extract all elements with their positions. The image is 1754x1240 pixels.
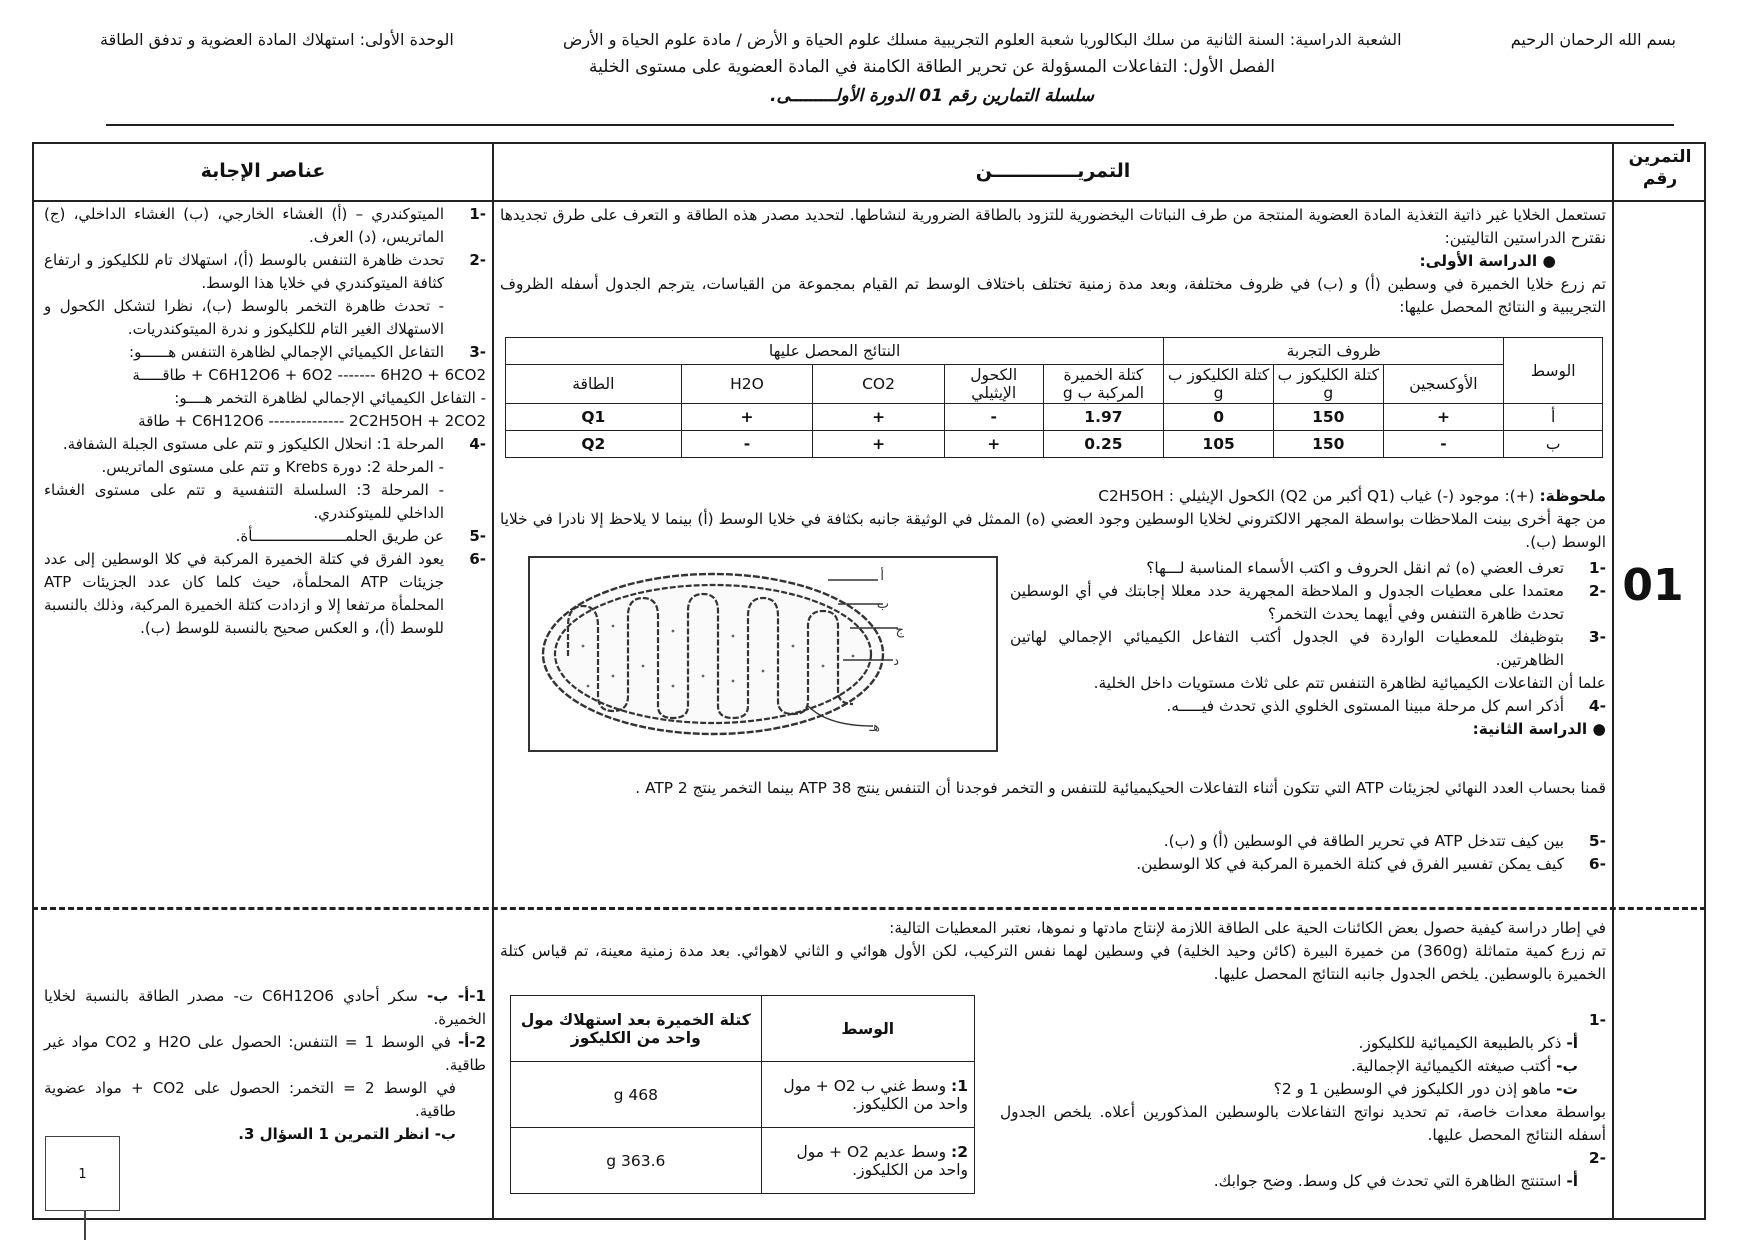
column-header-answers: عناصر الإجابة [200, 160, 326, 182]
answer-4c: - المرحلة 3: السلسلة التنفسية و تتم على مستوى الغشاء الداخلي للميتوكندري. [44, 481, 444, 522]
answer-3: -3 التفاعل الكيميائي الإجمالي لظاهرة التنفس هــــــو: [129, 343, 486, 361]
ex1-question-4: -4 أذكر اسم كل مرحلة مبينا المستوى الخلوي الذي تحدث فيـــــه. [1166, 697, 1606, 715]
table-header: الأوكسجين [1383, 365, 1504, 404]
table-header: كتلة الكليكوز ب g [1273, 365, 1383, 404]
ex1-question-6: -6 كيف يمكن تفسير الفرق في كتلة الخميرة المركبة في كلا الوسطين. [1136, 855, 1606, 873]
answer-2b: - تحدث ظاهرة التخمر بالوسط (ب)، نظرا لتشكل الكحول و الاستهلاك الغير التام للكليكوز و ندرة الميتوكندريات. [44, 297, 444, 338]
exercise-separator [32, 907, 1706, 910]
ex1-question-2: -2 معتمدا على معطيات الجدول و الملاحظة المجهرية حدد معللا إجابتك في أي الوسطين تحدث ظاهرة التنفس وفي أيهما يحدث التخمر؟ [1010, 582, 1606, 623]
table-header: الطاقة [506, 365, 682, 404]
header-branch: الشعبة الدراسية: السنة الثانية من سلك البكالوريا شعبة العلوم التجريبية مسلك علوم الحياة و الأرض / مادة علوم الحياة و الأرض [562, 30, 1402, 49]
ex1-questions-56 [1010, 830, 1606, 876]
page-number-tick [84, 1211, 86, 1240]
ex2-question-d: أ- استنتج الظاهرة التي تحدث في كل وسط. وضح جوابك. [1213, 1172, 1578, 1190]
ex1-questions-block [1010, 557, 1606, 741]
ex2-answer-1: 1-أ- ب- سكر أحادي C6H12O6 ت- مصدر الطاقة بالنسبة لخلايا الخميرة. [44, 987, 486, 1028]
header-row-divider [32, 200, 1706, 202]
ex2-answer-4: ب- انظر التمرين 1 السؤال 3. [238, 1125, 456, 1143]
diagram-label: ج [895, 623, 904, 638]
diagram-label: د [893, 654, 899, 669]
ex1-question-1: -1 تعرف العضي (ه) ثم انقل الحروف و اكتب الأسماء المناسبة لـــها؟ [1146, 559, 1606, 577]
ex2-answer-2: 2-أ- في الوسط 1 = التنفس: الحصول على H2O و CO2 مواد غير طاقية. [44, 1033, 486, 1074]
column-header-number: التمرين رقم [1628, 147, 1692, 189]
ex2-question-b: ب- أكتب صيغته الكيميائية الإجمالية. [1351, 1057, 1578, 1075]
ex1-knowledge: علما أن التفاعلات الكيميائية لظاهرة التنفس تتم على ثلاث مستويات داخل الخلية. [1093, 674, 1606, 692]
table-header: الوسط [761, 996, 974, 1062]
table-group-header: ظروف التجربة [1164, 338, 1504, 365]
table-header: H2O [681, 365, 813, 404]
series-title: سلسلة التمارين رقم 01 الدورة الأولـــــــــى. [769, 86, 1095, 106]
table-row: أ + 150 0 1.97 - + + Q1 [506, 404, 1603, 431]
ex1-study1-text: تم زرع خلايا الخميرة في وسطين (أ) و (ب) في ظروف مختلفة، وبعد مدة زمنية تختلف باختلاف الوسط تم القيام بمجموعة من القياسات، يترجم الجدول أسفله الظروف التجريبية و النتائج المحصل عليها: [500, 275, 1606, 316]
table-header: الكحول الإيثيلي [944, 365, 1043, 404]
ex1-results-table [505, 337, 1603, 458]
ex2-mid-text: بواسطة معدات خاصة، تم تحديد نواتج التفاعلات بالوسطين المذكورين أعلاه. يلخص الجدول أسفله النتائج المحصل عليها. [1000, 1103, 1606, 1144]
ex2-questions-block [1000, 1009, 1606, 1193]
ex2-question-number: -2 [1588, 1149, 1606, 1167]
ex2-intro: في إطار دراسة كيفية حصول بعض الكائنات الحية على الطاقة اللازمة لإنتاج مادتها و نموها، نعتبر المعطيات التالية: [889, 919, 1606, 937]
table-header: الوسط [1504, 338, 1603, 404]
answer-2: -2 تحدث ظاهرة التنفس بالوسط (أ)، استهلاك تام للكليكوز و ارتفاع كثافة الميتوكندري في خلايا هذا الوسط. [44, 251, 486, 292]
table-header: كتلة الكليكوز ب g [1164, 365, 1274, 404]
ex1-question-3: -3 بتوظيفك للمعطيات الواردة في الجدول أكتب التفاعل الكيميائي الإجمالي لهاتين الظاهرتين. [1010, 628, 1606, 669]
ex1-study2-title: ● الدراسة الثانية: [1472, 720, 1606, 738]
page-number-box: 1 [45, 1136, 120, 1211]
ex1-intro: تستعمل الخلايا غير ذاتية التغذية المادة العضوية المنتجة من طرف النباتات اليخضورية للتزود بالطاقة الضرورية لنشاطها. لتحديد مصدر هذه الطاقة و التعرف على طرق تجديدها نقترح الدراستين التاليتين: [500, 206, 1606, 247]
ex1-observation: من جهة أخرى بينت الملاحظات بواسطة المجهر الالكتروني لخلايا الوسطين وجود العضي (ه) الممثل في الوثيقة جانبه بكثافة في خلايا الوسط (أ) بينما لا يلاحظ إلا نادرا في خلايا الوسط (ب). [500, 510, 1606, 551]
fermentation-equation: C6H12O6 -------------- 2C2H5OH + 2CO2 + طاقة [138, 412, 486, 430]
diagram-label: هـ [869, 720, 880, 735]
table-header: CO2 [813, 365, 945, 404]
table-header: كتلة الخميرة المركبة ب g [1043, 365, 1164, 404]
ex2-question-a: أ- ذكر بالطبيعة الكيميائية للكليكوز. [1358, 1034, 1578, 1052]
ex2-question-c: ت- ماهو إذن دور الكليكوز في الوسطين 1 و 2؟ [1273, 1080, 1578, 1098]
ex1-answers-block [44, 203, 486, 640]
header-chapter: الفصل الأول: التفاعلات المسؤولة عن تحرير الطاقة الكامنة في المادة العضوية على مستوى الخلية [588, 57, 1276, 77]
respiration-equation: C6H12O6 + 6O2 ------- 6H2O + 6CO2 + طاقـــــة [132, 366, 486, 384]
diagram-label: ب [876, 597, 889, 612]
ex2-text: تم زرع كمية متماثلة (360g) من خميرة البيرة (كائن وحيد الخلية) في وسطين لهما نفس التركيب، لكن الأول هوائي و الثاني لاهوائي. بعد مدة زمنية معينة، تم قياس كتلة الخميرة بالوسطين. يلخص الجدول جانبه النتائج المحصل عليها. [500, 942, 1606, 983]
ex2-answers-block [44, 985, 486, 1146]
ex2-question-number: -1 [1588, 1011, 1606, 1029]
exercise-number: 01 [1622, 560, 1684, 611]
header-unit: الوحدة الأولى: استهلاك المادة العضوية و تدفق الطاقة [100, 30, 454, 49]
answer-5: -5 عن طريق الحلمـــــــــــــــــــــأة. [235, 527, 486, 545]
column-header-exercise: التمريـــــــــــــن [975, 160, 1131, 182]
ex1-study2-text: قمنا بحساب العدد النهائي لجزيئات ATP التي تتكون أثناء التفاعلات الحيكيميائية للتنفس و التخمر فوجدنا أن التنفس ينتج 38 ATP بينما التخمر ينتج 2 ATP . [635, 779, 1606, 797]
ex1-observation-block [500, 485, 1606, 554]
diagram-label: أ [880, 569, 884, 584]
answer-3c: - التفاعل الكيميائي الإجمالي لظاهرة التخمر هــــو: [174, 389, 486, 407]
answer-6: -6 يعود الفرق في كتلة الخميرة المركبة في كلا الوسطين إلى عدد جزيئات ATP المحلمأة، حيث كلما كان عدد الجزيئات ATP المحلمأة مرتفعا إلا و ازدادت كتلة الخميرة المركبة، وذلك بالنسبة للوسط (أ)، و العكس صحيح بالنسبة للوسط (ب). [44, 550, 486, 637]
table-row: 1: وسط غني ب O2 + مول واحد من الكليكوز. 468 g [511, 1062, 975, 1128]
ex2-table [510, 995, 975, 1194]
answer-1: -1 الميتوكندري – (أ) الغشاء الخارجي، (ب) الغشاء الداخلي، (ج) الماتريس، (د) العرف. [44, 205, 486, 246]
answer-4b: - المرحلة 2: دورة Krebs و تتم على مستوى الماتريس. [101, 458, 444, 476]
column-divider [1612, 142, 1614, 1220]
table-group-header: النتائج المحصل عليها [506, 338, 1164, 365]
ex2-answer-3: في الوسط 2 = التخمر: الحصول على CO2 + مواد عضوية طاقية. [44, 1079, 456, 1120]
ex1-study1-title: ● الدراسة الأولى: [1419, 252, 1556, 270]
ex1-note: ملحوظة: (+): موجود (-) غياب (Q1 أكبر من Q2) الكحول الإيثيلي : C2H5OH [1098, 487, 1606, 505]
ex2-intro-block [500, 917, 1606, 986]
ex1-study2-block [500, 777, 1606, 800]
answer-4: -4 المرحلة 1: انحلال الكليكوز و تتم على مستوى الجبلة الشفافة. [62, 435, 486, 453]
table-row: ب - 150 105 0.25 + + - Q2 [506, 431, 1603, 458]
header-divider [106, 124, 1674, 126]
ex1-intro-block [500, 204, 1606, 319]
ex1-question-5: -5 بين كيف تتدخل ATP في تحرير الطاقة في الوسطين (أ) و (ب). [1163, 832, 1606, 850]
table-row: 2: وسط عديم O2 + مول واحد من الكليكوز. 363.6 g [511, 1128, 975, 1194]
table-header: كتلة الخميرة بعد استهلاك مول واحد من الكليكوز [511, 996, 762, 1062]
header-line [100, 30, 1676, 49]
basmala: بسم الله الرحمان الرحيم [1510, 30, 1676, 49]
mitochondrion-diagram [528, 556, 998, 752]
column-divider [492, 142, 494, 1220]
